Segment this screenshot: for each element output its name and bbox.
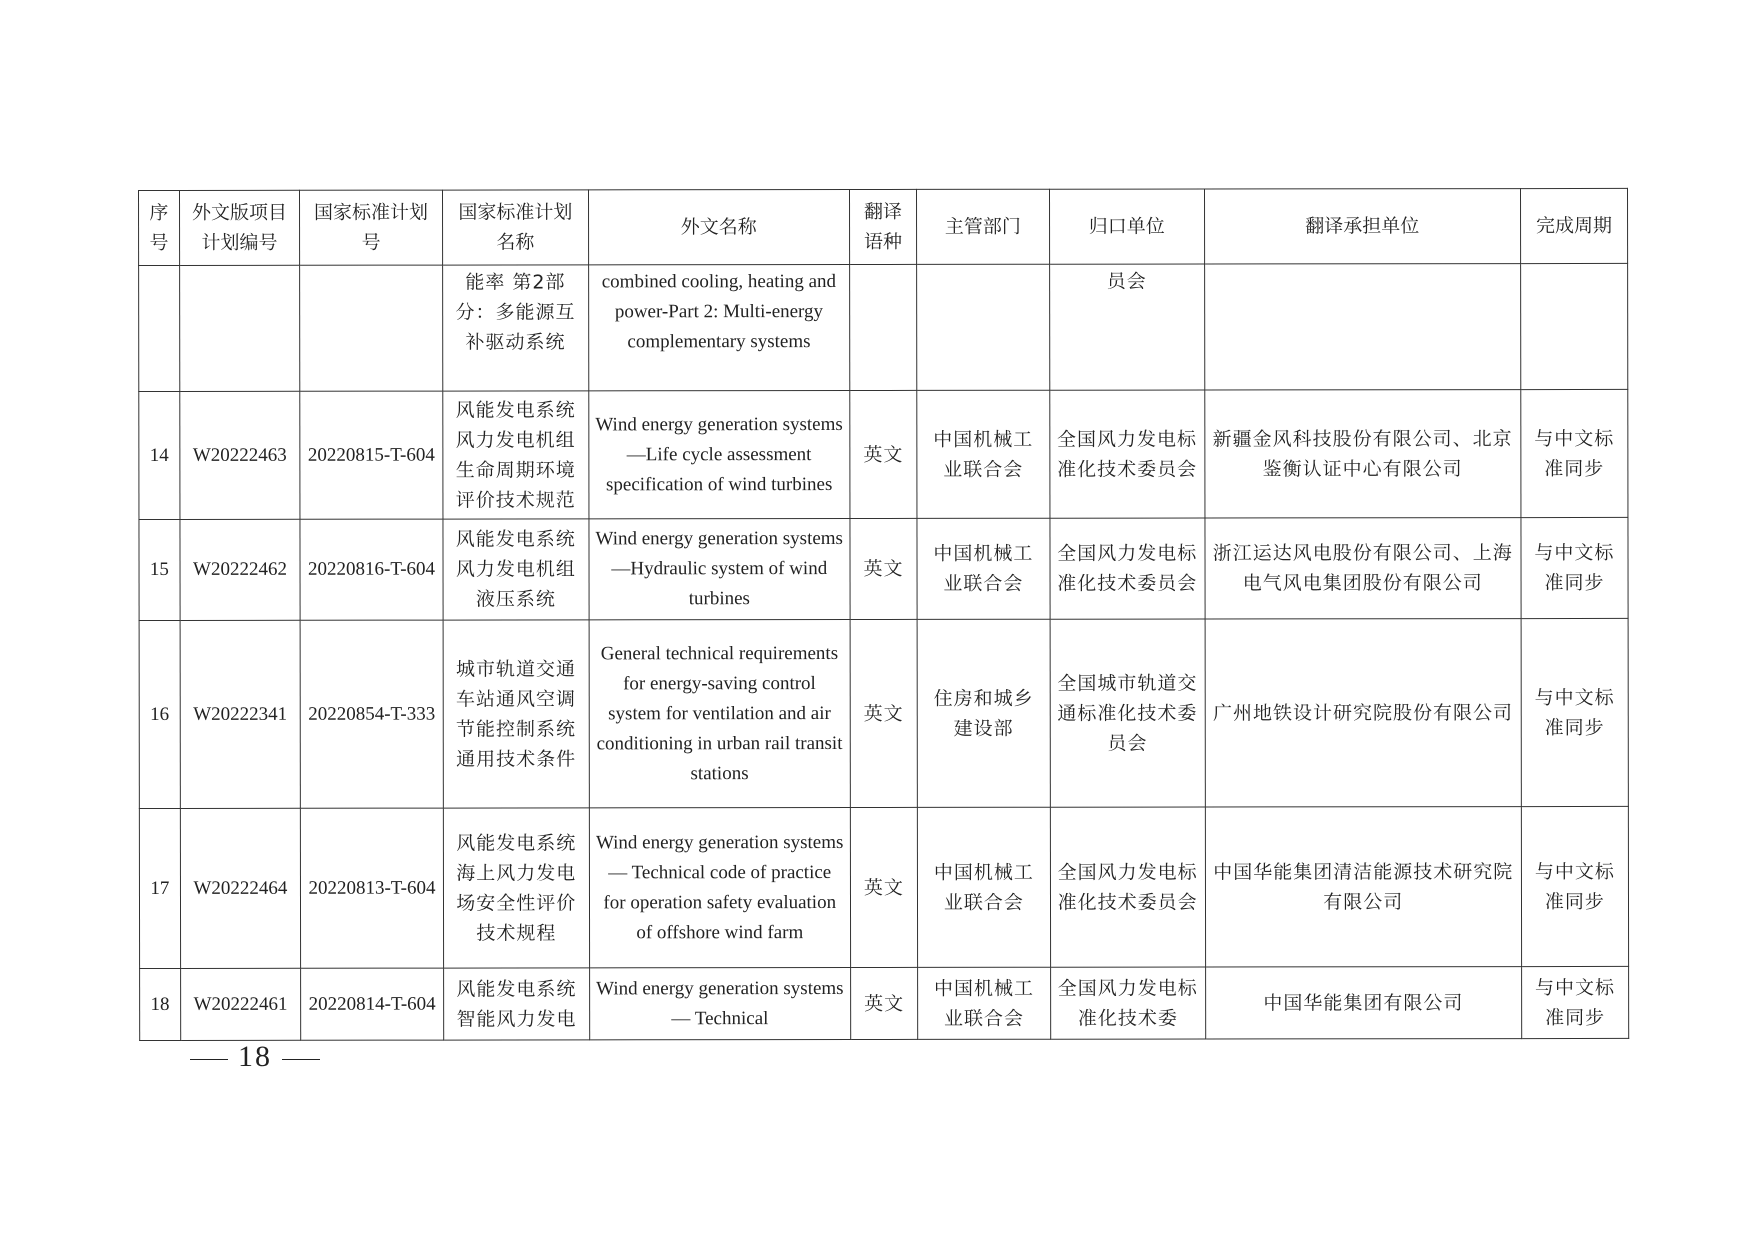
cell-national-plan-no: 20220814-T-604 xyxy=(301,968,444,1040)
cell-language: 英文 xyxy=(850,518,917,619)
header-seq: 序号 xyxy=(139,190,180,265)
cell-foreign-plan-no: W20222341 xyxy=(180,620,301,808)
header-foreign-name: 外文名称 xyxy=(588,190,849,265)
cell-language: 英文 xyxy=(850,619,918,807)
cell-foreign-plan-no: W20222464 xyxy=(180,808,301,968)
cell-department: 中国机械工业联合会 xyxy=(917,390,1050,518)
cell-empty xyxy=(139,265,180,391)
cell-foreign-plan-no: W20222463 xyxy=(180,391,301,519)
cell-department: 中国机械工业联合会 xyxy=(917,807,1050,967)
cell-translator: 新疆金风科技股份有限公司、北京鉴衡认证中心有限公司 xyxy=(1204,390,1520,518)
page-number-value: 18 xyxy=(238,1040,272,1073)
cell-empty xyxy=(300,265,443,391)
cell-unit: 全国风力发电标准化技术委 xyxy=(1050,967,1205,1039)
header-translator: 翻译承担单位 xyxy=(1204,189,1520,264)
cell-foreign-plan-no: W20222462 xyxy=(180,519,300,620)
cell-plan-name: 风能发电系统智能风力发电 xyxy=(443,968,589,1040)
cell-department: 中国机械工业联合会 xyxy=(918,967,1051,1039)
cell-foreign-name: Wind energy generation systems—Hydraulic system of wind turbines xyxy=(589,519,850,620)
page-number xyxy=(180,1040,330,1074)
cell-foreign-name: General technical requirements for energy-saving control system for ventilation and air conditioning in urban rail transit stations xyxy=(589,620,850,808)
table-row xyxy=(139,806,1628,968)
table-header-row xyxy=(139,188,1628,265)
cell-seq: 14 xyxy=(139,391,180,519)
header-foreign-plan-no: 外文版项目计划编号 xyxy=(179,190,299,265)
cell-national-plan-no: 20220813-T-604 xyxy=(300,808,443,968)
cell-cycle: 与中文标准同步 xyxy=(1521,389,1628,517)
cell-translator: 中国华能集团有限公司 xyxy=(1205,967,1521,1039)
cell-plan-name: 风能发电系统海上风力发电场安全性评价技术规程 xyxy=(443,808,589,968)
header-language: 翻译语种 xyxy=(849,189,916,264)
cell-empty xyxy=(1520,263,1627,389)
page-number-dash-right xyxy=(282,1059,320,1060)
table-row xyxy=(139,618,1628,808)
cell-department: 中国机械工业联合会 xyxy=(917,518,1050,619)
cell-national-plan-no: 20220816-T-604 xyxy=(300,519,443,620)
header-department: 主管部门 xyxy=(917,189,1050,264)
cell-unit: 全国城市轨道交通标准化技术委员会 xyxy=(1050,619,1205,807)
cell-unit: 全国风力发电标准化技术委员会 xyxy=(1050,807,1205,967)
cell-language: 英文 xyxy=(850,390,917,518)
cell-plan-name: 风能发电系统风力发电机组生命周期环境评价技术规范 xyxy=(443,391,589,519)
cell-cycle: 与中文标准同步 xyxy=(1521,618,1628,806)
cell-language: 英文 xyxy=(850,807,918,967)
cell-cycle: 与中文标准同步 xyxy=(1521,517,1628,618)
page-number-dash-left xyxy=(190,1059,228,1060)
header-national-plan-no: 国家标准计划号 xyxy=(300,190,443,265)
cell-empty xyxy=(179,265,300,391)
cell-national-plan-no: 20220815-T-604 xyxy=(300,391,443,519)
cell-seq: 15 xyxy=(139,519,180,620)
cell-cycle: 与中文标准同步 xyxy=(1521,966,1628,1038)
cell-seq: 17 xyxy=(139,808,180,968)
table-row xyxy=(139,517,1628,620)
cell-translator: 浙江运达风电股份有限公司、上海电气风电集团股份有限公司 xyxy=(1205,518,1521,619)
cell-empty xyxy=(849,264,916,390)
cell-cycle: 与中文标准同步 xyxy=(1521,806,1628,966)
cell-foreign-name: combined cooling, heating and power-Part 2: Multi-energy complementary systems xyxy=(588,265,849,391)
cell-language: 英文 xyxy=(850,967,917,1039)
table-row xyxy=(139,389,1628,519)
cell-unit: 员会 xyxy=(1049,264,1204,390)
cell-plan-name: 风能发电系统风力发电机组液压系统 xyxy=(443,519,589,620)
cell-seq: 18 xyxy=(140,968,181,1040)
header-unit: 归口单位 xyxy=(1049,189,1204,264)
cell-foreign-name: Wind energy generation systems — Technical xyxy=(589,968,850,1040)
header-national-plan-name: 国家标准计划名称 xyxy=(442,190,588,265)
cell-empty xyxy=(1204,264,1520,390)
cell-unit: 全国风力发电标准化技术委员会 xyxy=(1049,390,1204,518)
cell-empty xyxy=(917,264,1050,390)
table-row xyxy=(140,966,1629,1040)
cell-foreign-name: Wind energy generation systems —Life cycle assessment specification of wind turbines xyxy=(588,391,849,519)
cell-plan-name: 能率 第2部分：多能源互补驱动系统 xyxy=(442,265,588,391)
table-row-continuation xyxy=(139,263,1628,391)
cell-department: 住房和城乡建设部 xyxy=(917,619,1050,807)
header-cycle: 完成周期 xyxy=(1520,188,1627,263)
cell-seq: 16 xyxy=(139,620,180,808)
cell-translator: 中国华能集团清洁能源技术研究院有限公司 xyxy=(1205,807,1521,967)
cell-foreign-plan-no: W20222461 xyxy=(180,968,300,1040)
cell-unit: 全国风力发电标准化技术委员会 xyxy=(1050,518,1205,619)
cell-translator: 广州地铁设计研究院股份有限公司 xyxy=(1205,619,1521,807)
standards-plan-table xyxy=(138,188,1629,1041)
cell-plan-name: 城市轨道交通车站通风空调节能控制系统通用技术条件 xyxy=(443,620,589,808)
cell-foreign-name: Wind energy generation systems — Technical code of practice for operation safety evaluation of offshore wind farm xyxy=(589,808,850,968)
cell-national-plan-no: 20220854-T-333 xyxy=(300,620,443,808)
